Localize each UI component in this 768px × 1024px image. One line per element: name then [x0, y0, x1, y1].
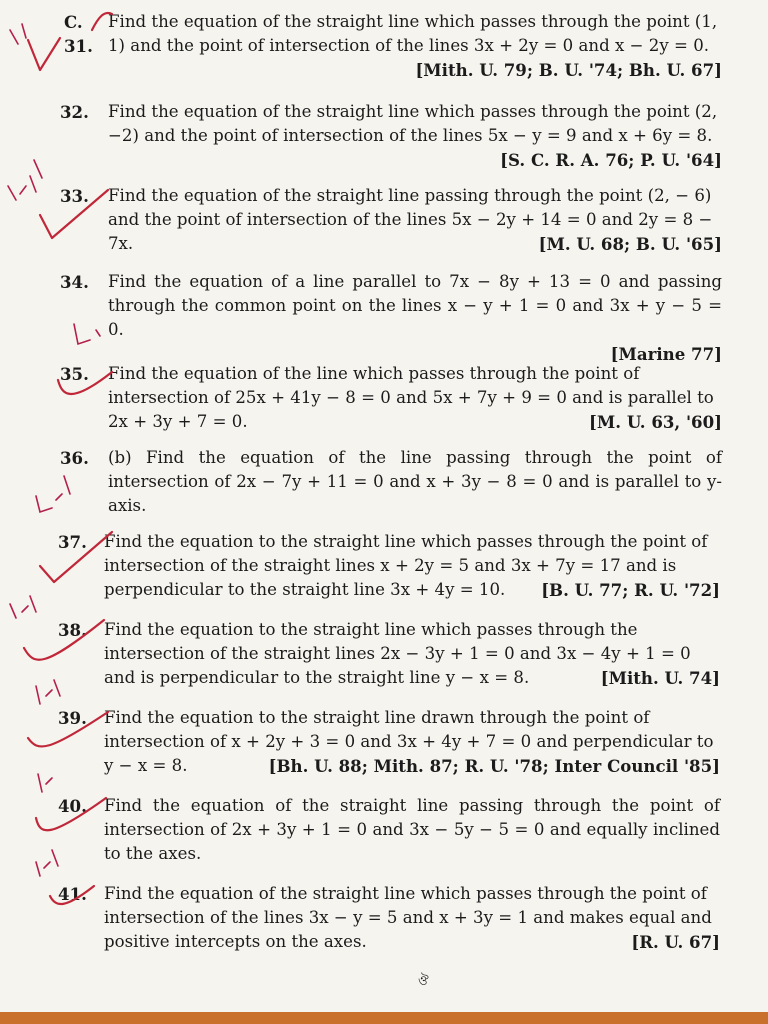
footer-mark: ঔ	[418, 974, 429, 989]
problem-39	[58, 706, 720, 778]
problem-33	[60, 184, 722, 256]
problem-31	[60, 10, 722, 82]
problem-number: 41.	[58, 884, 87, 904]
problem-number: C. 31.	[64, 12, 93, 56]
problem-text: Find the equation of the straight line passing through the point of intersection of 2x + 3y + 1 = 0 and 3x − 5y − 5 = 0 and equally inclined to the axes.	[104, 796, 720, 863]
problem-text: Find the equation of the straight line which passes through the point (1, 1) and the point of intersection of the lines 3x + 2y = 0 and x − 2y = 0.	[108, 12, 718, 55]
margin-note-icon	[38, 774, 52, 792]
problem-reference: [Mith. U. 74]	[600, 668, 720, 688]
problem-reference: [S. C. R. A. 76; P. U. '64]	[500, 150, 722, 170]
problem-38	[58, 618, 720, 690]
problem-text: Find the equation of the straight line which passes through the point of intersection of the lines 3x − y = 5 and x + 3y = 1 and makes equal and positive intercepts on the axes.	[104, 884, 712, 951]
problem-35	[60, 362, 722, 434]
problem-40	[58, 794, 720, 866]
problem-reference: [B. U. 77; R. U. '72]	[541, 580, 720, 600]
problem-number: 39.	[58, 708, 87, 728]
problem-text: Find the equation to the straight line which passes through the intersection of the straight lines 2x − 3y + 1 = 0 and 3x − 4y + 1 = 0 and is perpendicular to the straight line y − x = 8.	[104, 620, 691, 687]
problem-text: Find the equation to the straight line drawn through the point of intersection of x + 2y + 3 = 0 and 3x + 4y + 7 = 0 and perpendicular to y − x = 8.	[104, 708, 714, 775]
problem-reference: [Marine 77]	[610, 344, 722, 364]
problem-32	[60, 100, 722, 172]
problem-34	[60, 270, 722, 366]
checkmark-icon	[28, 38, 60, 70]
problem-41	[58, 882, 720, 954]
problem-number: 34.	[60, 272, 89, 292]
margin-note-icon	[10, 24, 26, 44]
problem-text: Find the equation of the straight line passing through the point (2, − 6) and the point of intersection of the lines 5x − 2y + 14 = 0 and 2y = 8 − 7x.	[108, 186, 713, 253]
margin-note-icon	[10, 596, 36, 618]
problem-reference: [M. U. 68; B. U. '65]	[538, 234, 722, 254]
problem-reference: [Mith. U. 79; B. U. '74; Bh. U. 67]	[415, 60, 722, 80]
problem-number: 36.	[60, 448, 89, 468]
problem-text: Find the equation of the straight line which passes through the point (2, −2) and the point of intersection of the lines 5x − y = 9 and x + 6y = 8.	[108, 102, 718, 145]
problem-36	[60, 446, 722, 518]
problem-number: 33.	[60, 186, 89, 206]
page-edge	[0, 1012, 768, 1024]
problem-text: Find the equation to the straight line which passes through the point of intersection of the straight lines x + 2y = 5 and 3x + 7y = 17 and is perpendicular to the straight line 3x + 4y = 10.	[104, 532, 708, 599]
margin-note-icon	[36, 680, 60, 704]
problem-number: 37.	[58, 532, 87, 552]
problem-number: 35.	[60, 364, 89, 384]
margin-note-icon	[8, 176, 36, 200]
margin-note-icon	[36, 850, 58, 876]
problem-reference: [R. U. 67]	[631, 932, 720, 952]
problem-37	[58, 530, 720, 602]
problem-text: (b) Find the equation of the line passing through the point of intersection of 2x − 7y + 11 = 0 and x + 3y − 8 = 0 and is parallel to y-axis.	[108, 448, 722, 515]
problem-text: Find the equation of the line which passes through the point of intersection of 25x + 41y − 8 = 0 and 5x + 7y + 9 = 0 and is parallel to 2x + 3y + 7 = 0.	[108, 364, 714, 431]
margin-note-icon	[34, 160, 42, 178]
problem-number: 32.	[60, 102, 89, 122]
problem-text: Find the equation of a line parallel to 7x − 8y + 13 = 0 and passing through the common point on the lines x − y + 1 = 0 and 3x + y − 5 = 0.	[108, 272, 722, 339]
problem-number: 40.	[58, 796, 87, 816]
problem-number: 38.	[58, 620, 87, 640]
problem-reference: [M. U. 63, '60]	[589, 412, 722, 432]
problem-reference: [Bh. U. 88; Mith. 87; R. U. '78; Inter Council '85]	[268, 756, 720, 776]
